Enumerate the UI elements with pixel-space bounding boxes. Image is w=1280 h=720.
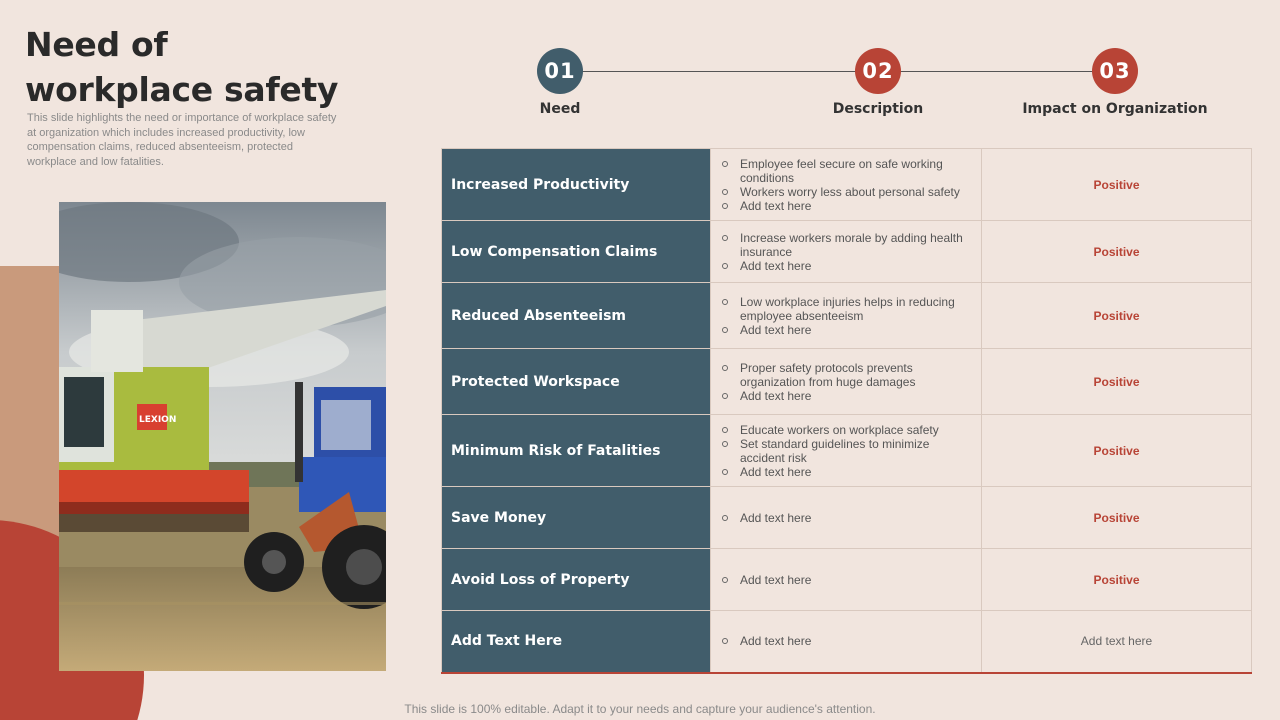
step-circle-03: 03 [1092,48,1138,94]
description-bullet: Add text here [721,634,973,648]
safety-table [441,148,1252,674]
table-row [442,149,1252,221]
description-cell [711,549,982,611]
impact-cell: Positive [982,221,1252,283]
description-bullet: Workers worry less about personal safety [721,185,973,199]
impact-cell: Positive [982,283,1252,349]
table-row [442,221,1252,283]
impact-cell: Add text here [982,611,1252,673]
need-cell: Low Compensation Claims [442,221,711,283]
timeline-connector-2 [900,71,1093,72]
description-bullet: Add text here [721,259,973,273]
description-bullet: Low workplace injuries helps in reducing employee absenteeism [721,295,973,323]
impact-cell: Positive [982,549,1252,611]
description-cell [711,487,982,549]
description-bullet: Add text here [721,323,973,337]
harvester-photo [59,202,386,671]
description-bullet: Set standard guidelines to minimize accident risk [721,437,973,465]
need-cell: Protected Workspace [442,349,711,415]
table-row [442,349,1252,415]
description-cell [711,415,982,487]
timeline-connector-1 [582,71,856,72]
description-bullet: Employee feel secure on safe working conditions [721,157,973,185]
description-bullet: Add text here [721,199,973,213]
step-label-need: Need [539,101,581,117]
description-bullet: Add text here [721,465,973,479]
table-row [442,611,1252,673]
need-cell: Increased Productivity [442,149,711,221]
description-cell [711,349,982,415]
description-bullet: Proper safety protocols prevents organization from huge damages [721,361,973,389]
need-cell: Avoid Loss of Property [442,549,711,611]
table-row [442,549,1252,611]
impact-cell: Positive [982,349,1252,415]
slide-title: Need of workplace safety [25,25,339,109]
step-label-description: Description [832,101,924,117]
impact-cell: Positive [982,415,1252,487]
harvester-sign-text: LEXION [139,415,177,425]
step-circle-02: 02 [855,48,901,94]
step-label-impact: Impact on Organization [1022,101,1208,117]
description-cell [711,149,982,221]
need-cell: Minimum Risk of Fatalities [442,415,711,487]
description-cell [711,611,982,673]
description-bullet: Increase workers morale by adding health insurance [721,231,973,259]
description-bullet: Add text here [721,389,973,403]
impact-cell: Positive [982,487,1252,549]
description-bullet: Add text here [721,511,973,525]
description-cell [711,283,982,349]
impact-cell: Positive [982,149,1252,221]
table-row [442,283,1252,349]
table-row [442,415,1252,487]
description-bullet: Add text here [721,573,973,587]
need-cell: Reduced Absenteeism [442,283,711,349]
slide-subtitle: This slide highlights the need or importance of workplace safety at organization which includes increased productivity, low compensation claims, reduced absenteeism, protected workplace and low fatalities. [27,112,337,168]
description-bullet: Educate workers on workplace safety [721,423,973,437]
footer-note: This slide is 100% editable. Adapt it to your needs and capture your audience's attention. [404,702,876,716]
need-cell: Save Money [442,487,711,549]
table-row [442,487,1252,549]
description-cell [711,221,982,283]
step-circle-01: 01 [537,48,583,94]
need-cell: Add Text Here [442,611,711,673]
